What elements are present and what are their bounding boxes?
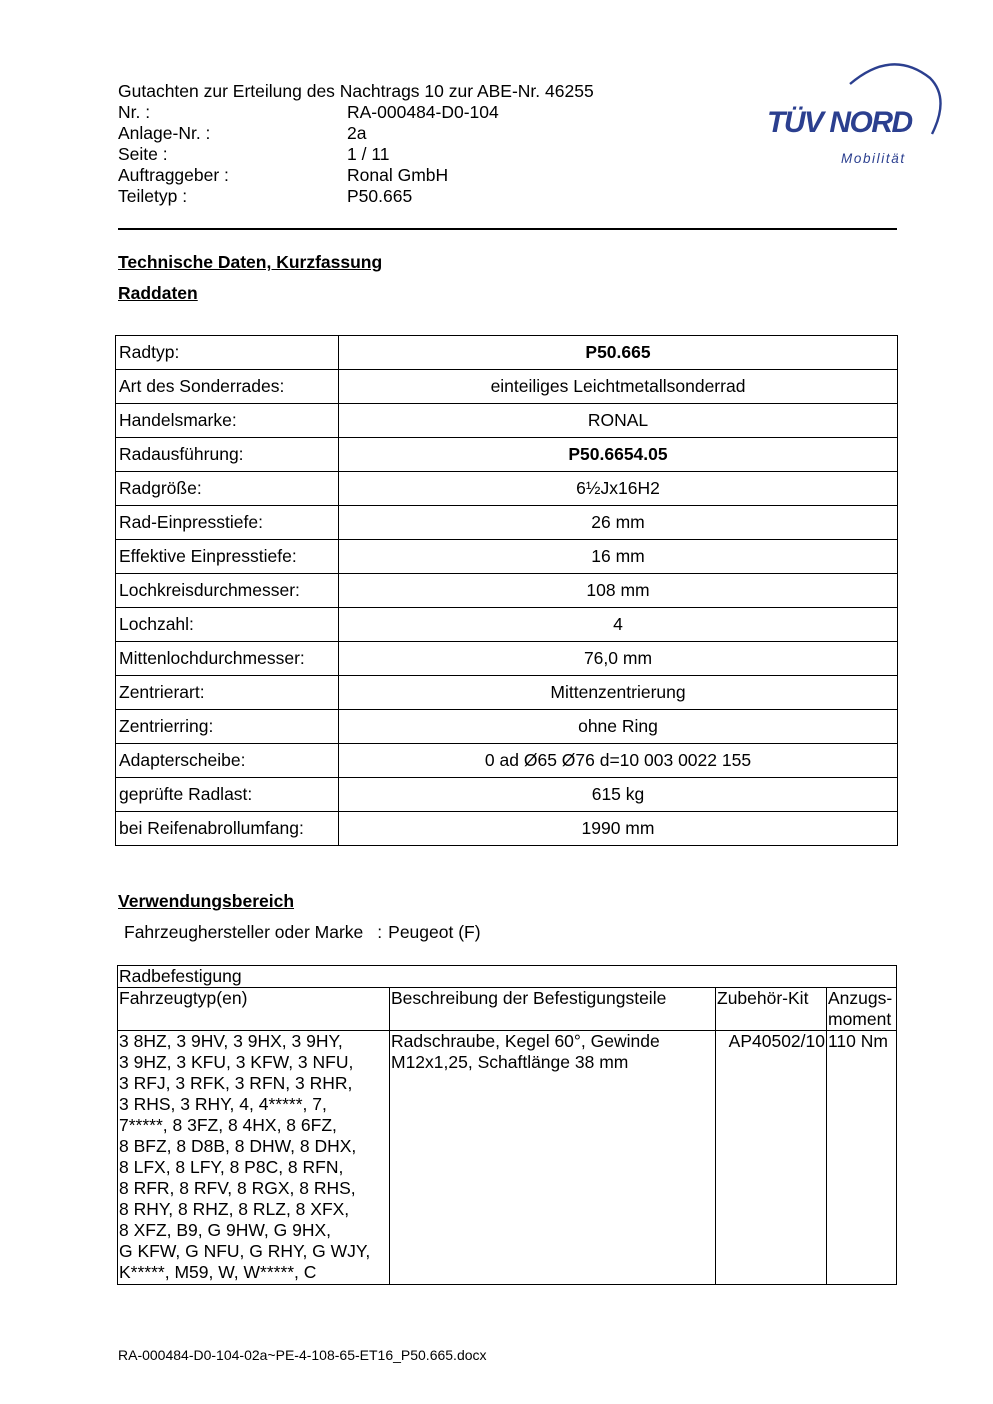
spec-label: Effektive Einpresstiefe:	[116, 540, 339, 574]
spec-label: Zentrierring:	[116, 710, 339, 744]
vehicle-type-line: 8 BFZ, 8 D8B, 8 DHW, 8 DHX,	[119, 1136, 357, 1156]
header-row-anlage	[118, 123, 594, 144]
spec-row	[116, 540, 898, 574]
spec-value: 615 kg	[339, 778, 898, 812]
header-value: Ronal GmbH	[347, 165, 449, 185]
manufacturer-separator: :	[377, 922, 383, 942]
spec-label: Handelsmarke:	[116, 404, 339, 438]
spec-value: Mittenzentrierung	[339, 676, 898, 710]
spec-value: P50.665	[339, 336, 898, 370]
spec-label: bei Reifenabrollumfang:	[116, 812, 339, 846]
header-label: Anlage-Nr. :	[118, 123, 211, 143]
spec-row	[116, 574, 898, 608]
spec-row	[116, 642, 898, 676]
document-title: Gutachten zur Erteilung des Nachtrags 10 zur ABE-Nr. 46255	[118, 81, 594, 101]
header-divider	[118, 228, 897, 230]
tuev-nord-logo	[762, 56, 942, 176]
section-title-technische-daten: Technische Daten, Kurzfassung	[118, 252, 383, 272]
spec-label: Zentrierart:	[116, 676, 339, 710]
vehicle-type-line: 8 RFR, 8 RFV, 8 RGX, 8 RHS,	[119, 1178, 356, 1198]
spec-value: einteiliges Leichtmetallsonderrad	[339, 370, 898, 404]
header-value: RA-000484-D0-104	[347, 102, 499, 122]
spec-row	[116, 506, 898, 540]
spec-value: P50.6654.05	[339, 438, 898, 472]
vehicle-type-line: G KFW, G NFU, G RHY, G WJY,	[119, 1241, 371, 1261]
torque-cell: 110 Nm	[827, 1031, 897, 1285]
header-label: Auftraggeber :	[118, 165, 229, 185]
logo-wordmark: TÜV NORD	[767, 106, 912, 139]
description-line: M12x1,25, Schaftlänge 38 mm	[391, 1052, 629, 1072]
header-row-seite	[118, 144, 594, 165]
manufacturer-line	[124, 922, 481, 943]
spec-value: 108 mm	[339, 574, 898, 608]
section-subtitle-raddaten: Raddaten	[118, 283, 198, 303]
spec-label: Radtyp:	[116, 336, 339, 370]
vehicle-type-line: 7*****, 8 3FZ, 8 4HX, 8 6FZ,	[119, 1115, 337, 1135]
col-header-types: Fahrzeugtyp(en)	[118, 988, 390, 1031]
header-row-nr	[118, 102, 594, 123]
spec-row	[116, 370, 898, 404]
torque-header-line: moment	[828, 1009, 892, 1029]
raddaten-table	[115, 335, 898, 846]
spec-label: Lochzahl:	[116, 608, 339, 642]
spec-label: Mittenlochdurchmesser:	[116, 642, 339, 676]
vehicle-type-line: 3 9HZ, 3 KFU, 3 KFW, 3 NFU,	[119, 1052, 354, 1072]
spec-label: Radausführung:	[116, 438, 339, 472]
spec-value: 0 ad Ø65 Ø76 d=10 003 0022 155	[339, 744, 898, 778]
header-row-teiletyp	[118, 186, 594, 207]
spec-value: RONAL	[339, 404, 898, 438]
spec-row	[116, 404, 898, 438]
vehicle-type-line: 3 8HZ, 3 9HV, 3 9HX, 3 9HY,	[119, 1031, 343, 1051]
spec-row	[116, 472, 898, 506]
spec-row	[116, 710, 898, 744]
spec-label: geprüfte Radlast:	[116, 778, 339, 812]
header-row-auftraggeber	[118, 165, 594, 186]
spec-value: 76,0 mm	[339, 642, 898, 676]
section-title-verwendungsbereich: Verwendungsbereich	[118, 891, 295, 911]
spec-label: Lochkreisdurchmesser:	[116, 574, 339, 608]
spec-label: Radgröße:	[116, 472, 339, 506]
spec-value: 26 mm	[339, 506, 898, 540]
vehicle-type-line: 8 RHY, 8 RHZ, 8 RLZ, 8 XFX,	[119, 1199, 350, 1219]
fixing-description-cell	[390, 1031, 716, 1285]
spec-value: ohne Ring	[339, 710, 898, 744]
manufacturer-value: Peugeot (F)	[388, 922, 481, 942]
spec-row	[116, 744, 898, 778]
header-value: 1 / 11	[347, 144, 390, 164]
radbefestigung-table	[117, 965, 897, 1285]
footer-filename: RA-000484-D0-104-02a~PE-4-108-65-ET16_P50.665.docx	[118, 1347, 487, 1363]
spec-value: 6½Jx16H2	[339, 472, 898, 506]
col-header-torque	[827, 988, 897, 1031]
torque-header-line: Anzugs-	[828, 988, 893, 1008]
header-value: P50.665	[347, 186, 413, 206]
spec-value: 16 mm	[339, 540, 898, 574]
header-value: 2a	[347, 123, 367, 143]
spec-row	[116, 336, 898, 370]
spec-value: 4	[339, 608, 898, 642]
spec-row	[116, 608, 898, 642]
spec-row	[116, 778, 898, 812]
manufacturer-label: Fahrzeughersteller oder Marke	[124, 922, 364, 942]
spec-row	[116, 812, 898, 846]
header-label: Teiletyp :	[118, 186, 188, 206]
document-header	[118, 81, 594, 207]
logo-subtitle: Mobilität	[841, 151, 906, 166]
header-label: Seite :	[118, 144, 168, 164]
header-label: Nr. :	[118, 102, 151, 122]
vehicle-type-line: 8 LFX, 8 LFY, 8 P8C, 8 RFN,	[119, 1157, 344, 1177]
spec-label: Rad-Einpresstiefe:	[116, 506, 339, 540]
col-header-kit: Zubehör-Kit	[716, 988, 827, 1031]
spec-value: 1990 mm	[339, 812, 898, 846]
fixing-caption: Radbefestigung	[118, 966, 897, 988]
vehicle-type-line: 3 RHS, 3 RHY, 4, 4*****, 7,	[119, 1094, 327, 1114]
vehicle-type-line: 8 XFZ, B9, G 9HW, G 9HX,	[119, 1220, 331, 1240]
vehicle-type-line: K*****, M59, W, W*****, C	[119, 1262, 317, 1282]
vehicle-type-line: 3 RFJ, 3 RFK, 3 RFN, 3 RHR,	[119, 1073, 353, 1093]
col-header-desc: Beschreibung der Befestigungsteile	[390, 988, 716, 1031]
spec-label: Adapterscheibe:	[116, 744, 339, 778]
description-line: Radschraube, Kegel 60°, Gewinde	[391, 1031, 660, 1051]
spec-label: Art des Sonderrades:	[116, 370, 339, 404]
spec-row	[116, 438, 898, 472]
kit-cell: AP40502/10	[716, 1031, 827, 1285]
vehicle-types-cell	[118, 1031, 390, 1285]
spec-row	[116, 676, 898, 710]
